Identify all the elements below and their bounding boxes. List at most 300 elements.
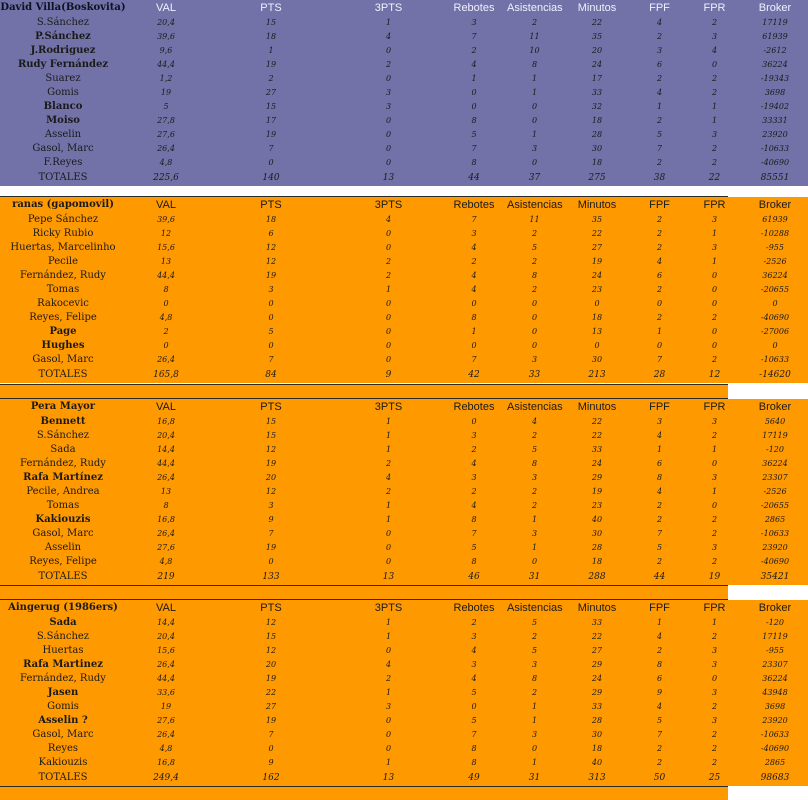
player-row (0, 30, 808, 44)
stat-cell: -10633 (760, 730, 790, 739)
column-header: Asistencias (507, 199, 563, 211)
stat-cell: 8 (471, 515, 477, 524)
stat-cell: 2 (656, 313, 663, 322)
stat-cell: 2 (656, 501, 663, 510)
stat-cell: 27 (591, 646, 603, 655)
column-header: Rebotes (453, 602, 495, 614)
player-row (0, 100, 808, 114)
column-header: Minutos (577, 401, 617, 413)
stat-cell: 8 (471, 758, 477, 767)
stat-cell: 3 (385, 102, 392, 111)
team-name: Pera Mayor (30, 401, 96, 412)
stat-cell: 7 (656, 730, 663, 739)
stat-cell: 0 (531, 299, 538, 308)
player-row (0, 714, 808, 728)
stat-cell: 7 (656, 529, 663, 538)
stat-cell: 4 (711, 46, 718, 55)
stat-cell: 2 (711, 158, 718, 167)
player-name: Pepe Sánchez (27, 214, 99, 225)
column-header: VAL (156, 199, 176, 211)
player-name: Asselin (44, 542, 82, 553)
stat-cell: 1 (656, 445, 663, 454)
stat-cell: -40690 (760, 744, 790, 753)
team-name: Aingerug (1986ers) (8, 602, 118, 613)
stat-cell: 1 (711, 445, 718, 454)
stat-cell: 18 (265, 32, 277, 41)
team-name: ranas (gapomovil) (12, 199, 114, 210)
totals-row (0, 569, 808, 585)
stat-cell: 22 (591, 431, 603, 440)
total-cell: 13 (382, 572, 395, 582)
total-cell: 31 (528, 572, 541, 582)
stat-cell: 0 (163, 341, 169, 350)
stat-cell: 2 (531, 431, 538, 440)
player-row (0, 658, 808, 672)
stat-cell: 3 (471, 431, 477, 440)
stat-cell: 1 (385, 445, 392, 454)
stat-cell: 2 (711, 144, 718, 153)
stat-cell: 0 (471, 417, 477, 426)
stat-cell: 15 (265, 417, 277, 426)
stat-cell: 0 (711, 327, 718, 336)
stat-cell: 3 (471, 660, 477, 669)
stat-cell: 3 (531, 473, 538, 482)
column-header: Minutos (577, 199, 617, 211)
player-name: Reyes, Felipe (29, 312, 97, 323)
team-table (0, 197, 808, 383)
player-row (0, 457, 808, 471)
stat-cell: 27,8 (157, 116, 175, 125)
column-header: 3PTS (374, 2, 403, 14)
stat-cell: 3 (711, 716, 718, 725)
stat-cell: 4 (471, 60, 477, 69)
player-row (0, 756, 808, 770)
stat-cell: 17 (265, 116, 277, 125)
stat-cell: 1 (471, 74, 477, 83)
stat-cell: 9 (656, 688, 663, 697)
stat-cell: 36224 (762, 271, 788, 280)
stat-cell: 0 (711, 60, 718, 69)
stat-cell: 19 (265, 459, 277, 468)
stat-cell: 1 (531, 130, 538, 139)
player-row (0, 325, 808, 339)
stat-cell: 4 (471, 285, 477, 294)
column-header: Rebotes (453, 401, 495, 413)
stat-cell: 2 (656, 32, 663, 41)
stat-cell: 26,4 (157, 730, 175, 739)
stat-cell: 2 (711, 758, 718, 767)
player-name: Suarez (45, 73, 81, 84)
stat-cell: 9 (268, 515, 274, 524)
stat-cell: 30 (591, 529, 603, 538)
stat-cell: 16,8 (157, 758, 175, 767)
player-row (0, 128, 808, 142)
stat-cell: -2612 (763, 46, 787, 55)
stat-cell: 13 (591, 327, 603, 336)
stat-cell: 14,4 (157, 445, 175, 454)
stat-cell: 0 (531, 116, 538, 125)
player-row (0, 114, 808, 128)
player-name: Reyes (47, 743, 79, 754)
stat-cell: 2 (711, 529, 718, 538)
total-cell: 31 (528, 773, 541, 783)
stat-cell: 0 (711, 501, 718, 510)
column-header: PTS (260, 199, 282, 211)
stat-cell: 0 (385, 144, 392, 153)
total-cell: 46 (468, 572, 480, 582)
stat-cell: 8 (471, 744, 477, 753)
stat-cell: 0 (385, 730, 392, 739)
stat-cell: 1 (531, 88, 538, 97)
player-name: Huertas (42, 645, 84, 656)
stat-cell: 15 (265, 632, 277, 641)
stat-cell: -2526 (763, 257, 787, 266)
stat-cell: 27,6 (157, 130, 175, 139)
stat-cell: 1 (656, 102, 663, 111)
column-header: FPF (649, 2, 670, 14)
stat-cell: 14,4 (157, 618, 175, 627)
stat-cell: 35 (591, 32, 603, 41)
stat-cell: 43948 (762, 688, 788, 697)
total-cell: 275 (588, 173, 606, 183)
stat-cell: 8 (163, 285, 169, 294)
stat-cell: 0 (268, 557, 274, 566)
column-header: Broker (758, 2, 792, 14)
stat-cell: 0 (268, 158, 274, 167)
stat-cell: 2 (711, 730, 718, 739)
team-header-row (0, 0, 808, 16)
column-header: FPF (649, 602, 670, 614)
stat-cell: 2 (471, 46, 477, 55)
stat-cell: 44,4 (157, 60, 175, 69)
total-cell: 44 (468, 173, 480, 183)
player-name: Moiso (46, 115, 80, 126)
stat-cell: 4 (385, 215, 392, 224)
stat-cell: 5 (268, 327, 274, 336)
total-cell: 133 (262, 572, 280, 582)
total-cell: 13 (382, 173, 395, 183)
stat-cell: 26,4 (157, 529, 175, 538)
stat-cell: -20655 (760, 285, 790, 294)
stat-cell: 0 (385, 327, 392, 336)
column-header: Broker (758, 602, 792, 614)
spacer (0, 385, 728, 398)
stat-cell: 0 (385, 74, 392, 83)
player-name: F.Reyes (43, 157, 83, 168)
totals-row (0, 170, 808, 186)
stat-cell: 9 (268, 758, 274, 767)
player-name: Gasol, Marc (32, 143, 94, 154)
player-row (0, 616, 808, 630)
stat-cell: 40 (591, 515, 603, 524)
player-row (0, 283, 808, 297)
stat-cell: 18 (591, 116, 603, 125)
stat-cell: 26,4 (157, 355, 175, 364)
stat-cell: 1 (385, 431, 392, 440)
stat-cell: -19402 (760, 102, 790, 111)
stat-cell: 6 (656, 459, 663, 468)
player-name: Gasol, Marc (32, 729, 94, 740)
stat-cell: 12 (160, 229, 172, 238)
stat-cell: 0 (711, 299, 718, 308)
divider (0, 384, 728, 385)
stat-cell: 7 (471, 730, 477, 739)
stat-cell: 4,8 (159, 158, 173, 167)
stat-cell: 0 (385, 646, 392, 655)
stat-cell: 2 (656, 74, 663, 83)
stat-cell: 28 (591, 716, 603, 725)
total-cell: 165,8 (153, 370, 179, 380)
stat-cell: 0 (385, 557, 392, 566)
stat-cell: 0 (385, 543, 392, 552)
stat-cell: 2 (656, 557, 663, 566)
stat-cell: 24 (591, 271, 603, 280)
player-row (0, 742, 808, 756)
column-header: PTS (260, 401, 282, 413)
stat-cell: 3 (711, 243, 718, 252)
player-row (0, 513, 808, 527)
stat-cell: 2 (711, 88, 718, 97)
stat-cell: 11 (529, 32, 540, 41)
stat-cell: 4 (471, 271, 477, 280)
player-row (0, 241, 808, 255)
stat-cell: 4 (471, 243, 477, 252)
stat-cell: 0 (471, 299, 477, 308)
stat-cell: 0 (531, 341, 538, 350)
stat-cell: 1 (385, 285, 392, 294)
stat-cell: 0 (772, 341, 778, 350)
stat-cell: 2 (711, 702, 718, 711)
stat-cell: 4 (656, 487, 663, 496)
stat-cell: 1 (385, 417, 392, 426)
stat-cell: 20 (265, 660, 277, 669)
stat-cell: 0 (471, 102, 477, 111)
player-row (0, 142, 808, 156)
total-cell: 213 (588, 370, 606, 380)
stat-cell: 2 (471, 257, 477, 266)
stat-cell: 8 (656, 660, 663, 669)
player-name: Gomis (47, 701, 79, 712)
stat-cell: 1 (711, 116, 718, 125)
stat-cell: 2 (711, 355, 718, 364)
stat-cell: 2 (531, 285, 538, 294)
stat-cell: 2 (656, 515, 663, 524)
stat-cell: 61939 (762, 32, 788, 41)
stat-cell: 19 (160, 88, 172, 97)
stat-cell: 2 (656, 215, 663, 224)
stat-cell: 6 (656, 674, 663, 683)
player-row (0, 443, 808, 457)
player-name: Reyes, Felipe (29, 556, 97, 567)
player-row (0, 311, 808, 325)
stat-cell: -955 (766, 243, 784, 252)
player-name: Rafa Martínez (23, 472, 103, 483)
player-name: Bennett (40, 416, 86, 427)
stat-cell: 2 (656, 116, 663, 125)
stat-cell: 0 (385, 243, 392, 252)
totals-row (0, 770, 808, 786)
stat-cell: -10288 (760, 229, 790, 238)
spacer (0, 586, 728, 599)
stat-cell: 1 (385, 618, 392, 627)
total-cell: 37 (528, 173, 541, 183)
player-row (0, 728, 808, 742)
player-name: S.Sánchez (36, 430, 90, 441)
stat-cell: 0 (711, 271, 718, 280)
stat-cell: 17119 (762, 431, 788, 440)
stat-cell: 0 (471, 88, 477, 97)
stat-cell: 20,4 (157, 632, 175, 641)
stat-cell: 5 (531, 646, 538, 655)
stat-cell: 0 (163, 299, 169, 308)
player-name: S.Sánchez (36, 631, 90, 642)
player-name: Jasen (47, 687, 79, 698)
column-header: PTS (260, 2, 282, 14)
divider (0, 585, 728, 586)
player-row (0, 227, 808, 241)
stat-cell: 2 (711, 557, 718, 566)
player-row (0, 156, 808, 170)
stat-cell: 2 (385, 674, 392, 683)
stat-cell: 5 (656, 130, 663, 139)
stat-cell: 20 (265, 473, 277, 482)
stat-cell: 22 (591, 417, 603, 426)
stat-cell: 0 (268, 313, 274, 322)
spacer (0, 786, 728, 800)
total-cell: 33 (528, 370, 541, 380)
stat-cell: -40690 (760, 313, 790, 322)
stat-cell: 1 (385, 18, 392, 27)
stat-cell: 0 (385, 744, 392, 753)
player-name: Rafa Martinez (23, 659, 103, 670)
stat-cell: 1 (531, 74, 538, 83)
stat-cell: 1 (385, 758, 392, 767)
stat-cell: -10633 (760, 144, 790, 153)
stat-cell: 27 (265, 702, 277, 711)
stat-cell: 16,8 (157, 515, 175, 524)
stat-cell: 4 (385, 32, 392, 41)
stat-cell: 2 (531, 257, 538, 266)
stat-cell: 3 (711, 660, 718, 669)
stat-cell: 4 (471, 674, 477, 683)
stat-cell: 1 (711, 229, 718, 238)
stat-cell: 4 (531, 417, 538, 426)
stat-cell: 2 (531, 487, 538, 496)
total-cell: 38 (653, 173, 666, 183)
stat-cell: 24 (591, 459, 603, 468)
stat-cell: 33331 (762, 116, 788, 125)
stat-cell: 0 (385, 299, 392, 308)
stat-cell: 30 (591, 730, 603, 739)
totals-label: TOTALES (38, 369, 88, 380)
stat-cell: -955 (766, 646, 784, 655)
totals-label: TOTALES (38, 172, 88, 183)
stat-cell: 28 (591, 130, 603, 139)
stat-cell: 4 (471, 646, 477, 655)
column-header: Broker (758, 199, 792, 211)
team-header-row (0, 197, 808, 213)
column-header: FPF (649, 199, 670, 211)
stat-cell: 1 (385, 688, 392, 697)
player-name: Page (49, 326, 77, 337)
stat-cell: 24 (591, 674, 603, 683)
totals-label: TOTALES (38, 772, 88, 783)
stat-cell: 22 (591, 632, 603, 641)
column-header: FPR (703, 401, 726, 413)
stat-cell: 0 (656, 341, 663, 350)
stat-cell: 4 (656, 431, 663, 440)
stat-cell: 3 (531, 660, 538, 669)
total-cell: 28 (653, 370, 666, 380)
stat-cell: 3 (471, 632, 477, 641)
stat-cell: 7 (471, 32, 477, 41)
stat-cell: 12 (265, 243, 277, 252)
stat-cell: 12 (265, 618, 277, 627)
stat-cell: 4 (471, 459, 477, 468)
stat-cell: 3 (711, 130, 718, 139)
stat-cell: 2 (471, 445, 477, 454)
stat-cell: 0 (385, 116, 392, 125)
stat-cell: 19 (591, 257, 603, 266)
total-cell: 50 (653, 773, 666, 783)
stat-cell: 2 (656, 646, 663, 655)
stat-cell: 15,6 (157, 243, 175, 252)
stat-cell: 13 (160, 487, 172, 496)
column-header: Asistencias (507, 401, 563, 413)
stat-cell: 2 (531, 501, 538, 510)
stat-cell: 2 (268, 74, 274, 83)
stat-cell: 20,4 (157, 18, 175, 27)
player-row (0, 269, 808, 283)
stat-cell: 1 (656, 327, 663, 336)
stat-cell: 36224 (762, 674, 788, 683)
stat-cell: 0 (268, 744, 274, 753)
stat-cell: 2 (385, 271, 392, 280)
stat-cell: 35 (591, 215, 603, 224)
stat-cell: 0 (711, 674, 718, 683)
stat-cell: -2526 (763, 487, 787, 496)
stat-cell: 4 (656, 88, 663, 97)
stat-cell: 39,6 (157, 215, 175, 224)
stat-cell: 2865 (764, 515, 786, 524)
stat-cell: 1 (385, 632, 392, 641)
stat-cell: 44,4 (157, 271, 175, 280)
column-header: FPR (703, 602, 726, 614)
player-row (0, 644, 808, 658)
stat-cell: 3 (531, 355, 538, 364)
column-header: FPR (703, 199, 726, 211)
stat-cell: 2 (471, 618, 477, 627)
player-name: Asselin (44, 129, 82, 140)
team-table (0, 399, 808, 585)
stat-cell: 33 (591, 618, 603, 627)
stat-cell: 20,4 (157, 431, 175, 440)
stat-cell: 5 (471, 130, 477, 139)
stat-cell: 7 (268, 355, 274, 364)
stat-cell: 4 (385, 660, 392, 669)
player-name: Blanco (43, 101, 83, 112)
player-row (0, 297, 808, 311)
stat-cell: 1 (385, 515, 392, 524)
stat-cell: 12 (265, 487, 277, 496)
stat-cell: 0 (531, 744, 538, 753)
stat-cell: 23920 (762, 543, 788, 552)
stat-cell: 2 (711, 18, 718, 27)
stat-cell: 32 (591, 102, 603, 111)
stat-cell: 3 (656, 46, 663, 55)
player-name: Gasol, Marc (32, 354, 94, 365)
stat-cell: 1 (531, 716, 538, 725)
